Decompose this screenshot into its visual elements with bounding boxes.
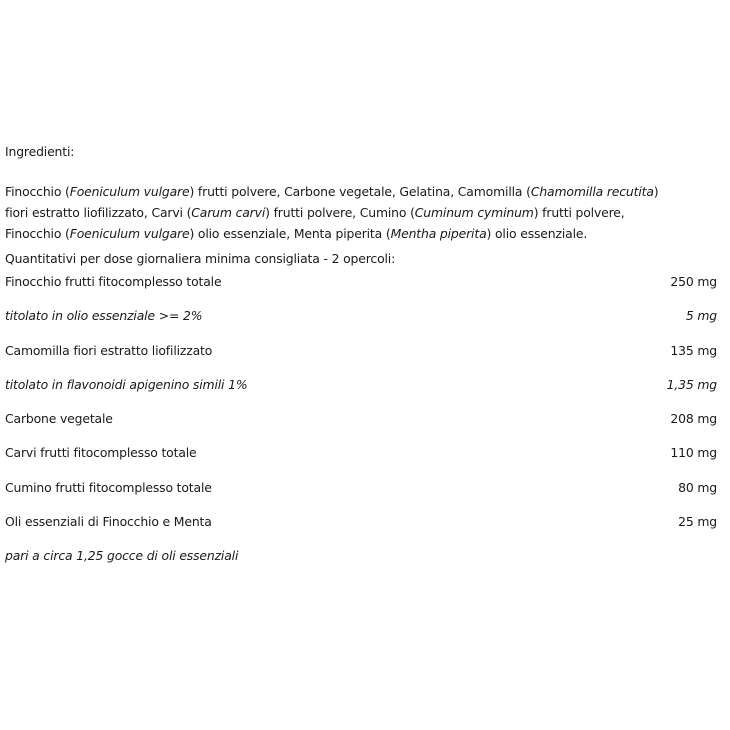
dose-row-label: Camomilla fiori estratto liofilizzato <box>5 342 213 358</box>
dose-row-label: titolato in olio essenziale >= 2% <box>5 308 203 324</box>
ingredient-text: ) <box>653 184 659 199</box>
dose-row <box>5 273 717 307</box>
ingredient-text: ) frutti polvere, Cumino ( <box>265 205 415 220</box>
ingredient-text: ) frutti polvere, <box>533 205 625 220</box>
ingredient-text: Finocchio ( <box>5 226 70 241</box>
latin-name: Cuminum cyminum <box>414 205 534 220</box>
ingredients-line-3 <box>5 223 717 244</box>
ingredients-line-1 <box>5 181 717 202</box>
ingredients-document <box>5 143 717 564</box>
ingredients-heading: Ingredienti: <box>5 144 75 159</box>
ingredients-line-2 <box>5 202 717 223</box>
latin-name: Foeniculum vulgare <box>69 226 190 241</box>
dose-row-value: 80 mg <box>678 479 717 495</box>
dose-row <box>5 376 717 410</box>
dose-table <box>5 273 717 547</box>
dose-row <box>5 342 717 376</box>
dose-row-value: 5 mg <box>685 308 717 324</box>
dose-row-label: Oli essenziali di Finocchio e Menta <box>5 514 212 530</box>
dose-row-label: titolato in flavonoidi apigenino simili 1% <box>5 376 248 392</box>
dose-row-value: 135 mg <box>670 342 717 358</box>
dose-row-label: Carbone vegetale <box>5 411 113 427</box>
dose-row-label: Finocchio frutti fitocomplesso totale <box>5 274 222 289</box>
latin-name: Chamomilla recutita <box>530 184 654 199</box>
ingredient-text: ) olio essenziale. <box>486 226 588 241</box>
dose-row <box>5 513 717 547</box>
dose-heading: Quantitativi per dose giornaliera minima consigliata - 2 opercoli: <box>5 251 396 266</box>
dose-row-value: 208 mg <box>670 411 717 427</box>
latin-name: Carum carvi <box>191 205 266 220</box>
footnote: pari a circa 1,25 gocce di oli essenziali <box>5 548 239 564</box>
dose-row-value: 250 mg <box>670 274 717 289</box>
dose-row-value: 25 mg <box>678 514 717 530</box>
dose-row-value: 1,35 mg <box>666 376 717 392</box>
dose-row <box>5 479 717 513</box>
ingredient-text: Finocchio ( <box>5 184 70 199</box>
latin-name: Foeniculum vulgare <box>69 184 190 199</box>
ingredient-text: ) olio essenziale, Menta piperita ( <box>189 226 391 241</box>
dose-row <box>5 307 717 341</box>
latin-name: Mentha piperita <box>390 226 487 241</box>
dose-row-label: Carvi frutti fitocomplesso totale <box>5 445 197 461</box>
ingredient-text: fiori estratto liofilizzato, Carvi ( <box>5 205 192 220</box>
ingredient-text: ) frutti polvere, Carbone vegetale, Gelatina, Camomilla ( <box>189 184 531 199</box>
ingredients-paragraph <box>5 181 717 244</box>
dose-row-label: Cumino frutti fitocomplesso totale <box>5 479 212 495</box>
dose-row-value: 110 mg <box>670 445 717 461</box>
dose-row <box>5 444 717 478</box>
dose-row <box>5 410 717 444</box>
